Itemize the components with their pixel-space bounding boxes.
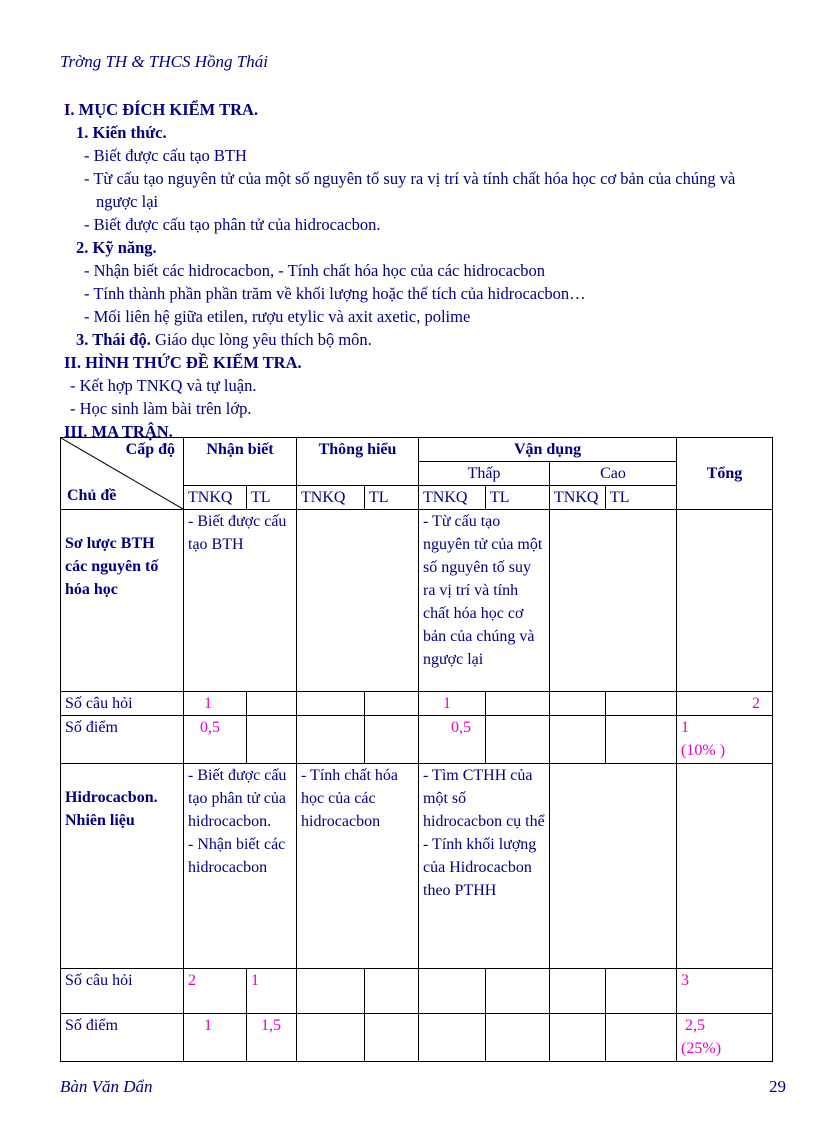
section-3-title: III. MA TRẬN. [64, 422, 173, 441]
question-count-value: 2 [184, 969, 247, 1014]
skill-item: - Nhận biết các hidrocacbon, - Tính chất hóa học của các hidrocacbon [84, 261, 546, 280]
question-count-value [419, 969, 486, 1014]
total-cell [677, 510, 773, 692]
question-count-value [606, 969, 677, 1014]
section-1-3 [64, 328, 764, 351]
recognition-cell: - Biết được cấu tạo phân tử của hidrocacbon. - Nhận biết các hidrocacbon [184, 764, 297, 969]
format-item: - Kết hợp TNKQ và tự luận. [70, 376, 257, 395]
score-value: 1 [184, 1014, 247, 1062]
section-2-title: II. HÌNH THỨC ĐỀ KIỂM TRA. [64, 353, 302, 372]
score-total-value: 1 [681, 719, 690, 736]
question-count-value: 1 [247, 969, 297, 1014]
question-count-value [486, 969, 550, 1014]
score-value [486, 716, 550, 764]
question-count-value [365, 692, 419, 716]
question-count-value [297, 692, 365, 716]
total-header: Tổng [677, 438, 773, 510]
knowledge-item: - Biết được cấu tạo phân tử của hidrocacbon. [84, 215, 381, 234]
diagonal-header-cell [61, 438, 184, 510]
score-label: Số điểm [61, 1014, 184, 1062]
question-count-value [550, 969, 606, 1014]
score-label: Số điểm [61, 716, 184, 764]
section-1-1-title: 1. Kiến thức. [76, 123, 167, 142]
sub-header: TNKQ [419, 486, 486, 510]
sub-header: TL [365, 486, 419, 510]
section-1-2-title: 2. Kỹ năng. [76, 238, 157, 257]
question-count-value [365, 969, 419, 1014]
score-total-percent: (25%) [681, 1040, 722, 1057]
topic-header: Chủ đề [67, 487, 117, 504]
score-total-percent: (10% ) [681, 742, 726, 759]
sub-header: TNKQ [550, 486, 606, 510]
comprehension-cell: - Tính chất hóa học của các hidrocacbon [297, 764, 419, 969]
high-level-header: Cao [550, 462, 677, 486]
score-total-value: 2,5 [685, 1017, 706, 1034]
document-body [64, 98, 764, 443]
application-low-cell: - Từ cấu tạo nguyên tử của một số nguyên tố suy ra vị trí và tính chất hóa học cơ bản của chúng và ngược lại [419, 510, 550, 692]
total-cell [677, 764, 773, 969]
attitude-text: Giáo dục lòng yêu thích bộ môn. [150, 330, 372, 349]
score-value [606, 716, 677, 764]
score-value [247, 716, 297, 764]
score-value [606, 1014, 677, 1062]
score-value [365, 716, 419, 764]
question-count-total: 2 [677, 692, 773, 716]
question-count-value [550, 692, 606, 716]
section-1-3-title: 3. Thái độ. [76, 330, 151, 349]
page-number: 29 [769, 1077, 786, 1096]
sub-header: TNKQ [297, 486, 365, 510]
topic-name: Hidrocacbon. Nhiên liệu [61, 764, 184, 969]
application-high-cell [550, 510, 677, 692]
assessment-matrix-table [60, 437, 773, 1062]
question-count-value: 1 [419, 692, 486, 716]
question-count-value [247, 692, 297, 716]
question-count-value [486, 692, 550, 716]
school-header: Trờng TH & THCS Hồng Thái [60, 52, 268, 71]
comprehension-header: Thông hiểu [297, 438, 419, 486]
question-count-value [606, 692, 677, 716]
score-value: 1,5 [247, 1014, 297, 1062]
question-count-value [297, 969, 365, 1014]
format-item: - Học sinh làm bài trên lớp. [70, 399, 252, 418]
skill-item: - Mối liên hệ giữa etilen, rượu etylic và axit axetic, polime [84, 307, 471, 326]
application-header: Vận dụng [419, 438, 677, 462]
level-header: Cấp độ [125, 441, 175, 458]
score-value [486, 1014, 550, 1062]
recognition-cell: - Biết được cấu tạo BTH [184, 510, 297, 692]
question-count-total: 3 [677, 969, 773, 1014]
score-value [550, 716, 606, 764]
skill-item: - Tính thành phần phần trăm về khối lượng hoặc thể tích của hidrocacbon… [84, 284, 586, 303]
knowledge-item: - Biết được cấu tạo BTH [84, 146, 247, 165]
sub-header: TL [486, 486, 550, 510]
knowledge-item: - Từ cấu tạo nguyên tử của một số nguyên tố suy ra vị trí và tính chất hóa học cơ bản của chúng và ngược lại [84, 169, 736, 211]
comprehension-cell [297, 510, 419, 692]
application-low-cell: - Tìm CTHH của một số hidrocacbon cụ thể - Tính khối lượng của Hidrocacbon theo PTHH [419, 764, 550, 969]
sub-header: TL [247, 486, 297, 510]
section-1-title: I. MỤC ĐÍCH KIỂM TRA. [64, 100, 259, 119]
application-high-cell [550, 764, 677, 969]
score-value [419, 1014, 486, 1062]
question-count-label: Số câu hỏi [61, 969, 184, 1014]
recognition-header: Nhận biết [184, 438, 297, 486]
author-footer: Bàn Văn Dẩn [60, 1077, 153, 1096]
question-count-value: 1 [184, 692, 247, 716]
score-value [365, 1014, 419, 1062]
score-total [677, 716, 773, 764]
question-count-label: Số câu hỏi [61, 692, 184, 716]
low-level-header: Thấp [419, 462, 550, 486]
score-value: 0,5 [419, 716, 486, 764]
sub-header: TNKQ [184, 486, 247, 510]
score-value: 0,5 [184, 716, 247, 764]
sub-header: TL [606, 486, 677, 510]
score-value [550, 1014, 606, 1062]
score-value [297, 1014, 365, 1062]
score-total [677, 1014, 773, 1062]
topic-name: Sơ lược BTH các nguyên tố hóa học [61, 510, 184, 692]
score-value [297, 716, 365, 764]
